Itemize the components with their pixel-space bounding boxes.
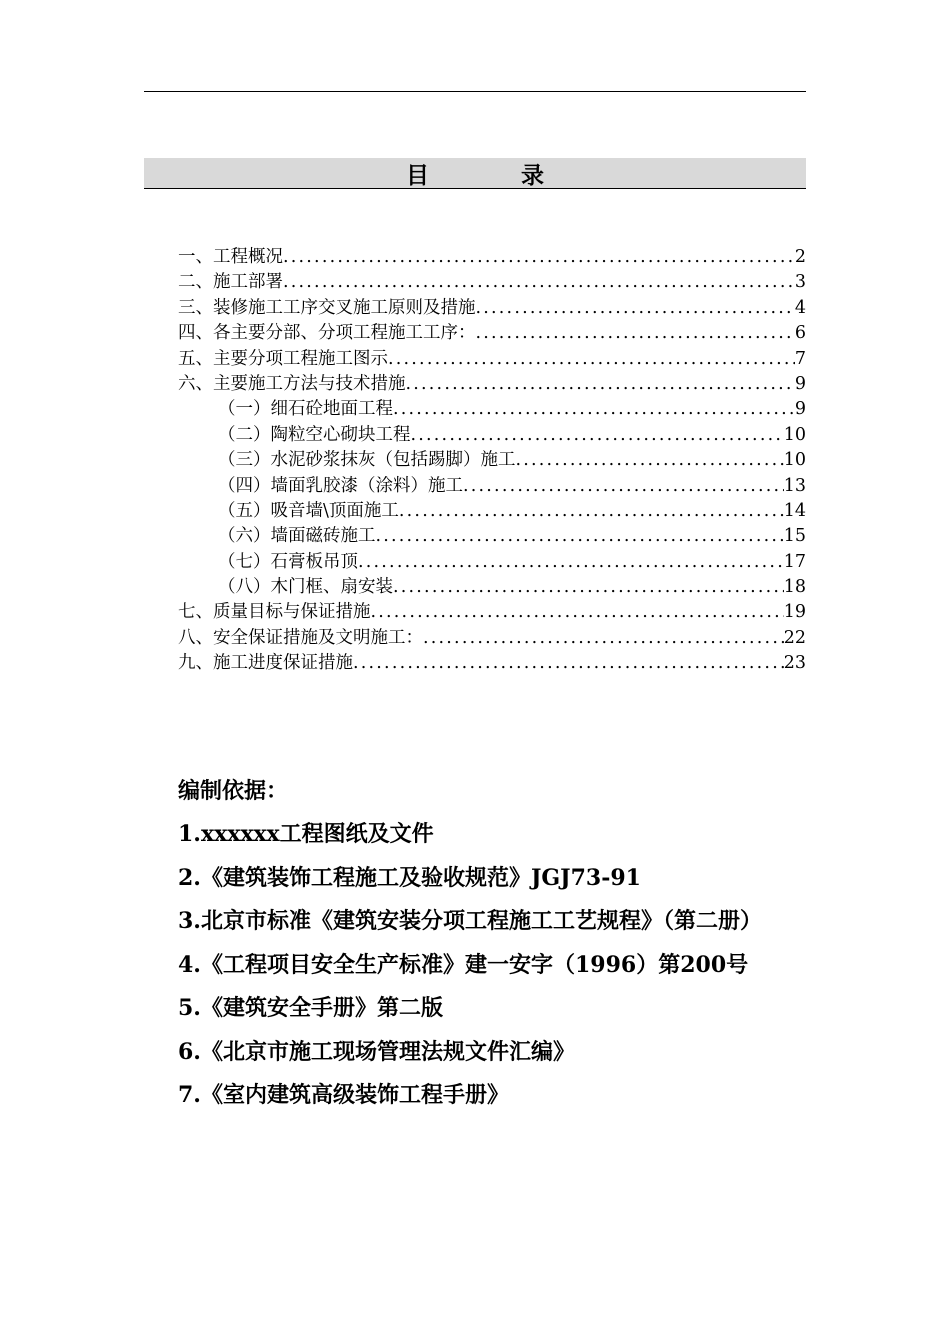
toc-entry-page: 18 [783, 577, 806, 598]
toc-entry-page: 10 [783, 450, 806, 471]
header-rule [144, 91, 806, 92]
basis-heading: 编制依据： [178, 778, 289, 804]
toc-leader-dots [283, 245, 795, 270]
toc-subentry[interactable] [178, 550, 806, 575]
basis-item: 6.《北京市施工现场管理法规文件汇编》 [178, 1038, 575, 1065]
toc-leader-dots [283, 270, 795, 295]
toc-entry-text: 七、质量目标与保证措施 [178, 602, 371, 623]
toc-entry-page: 9 [794, 373, 806, 394]
toc-leader-dots [399, 499, 784, 524]
toc-leader-dots [393, 575, 784, 600]
toc-entry-text: （一）细石砼地面工程 [218, 399, 393, 420]
toc-leader-dots [371, 600, 784, 625]
toc-entry-text: 一、工程概况 [178, 247, 283, 267]
toc-leader-dots [423, 626, 784, 651]
toc-leader-dots [476, 296, 795, 321]
toc-entry-page: 22 [783, 627, 806, 648]
toc-leader-dots [476, 321, 795, 346]
basis-item: 7.《室内建筑高级装饰工程手册》 [178, 1082, 509, 1108]
basis-item: 3.北京市标准《建筑安装分项工程施工工艺规程》（第二册） [178, 908, 762, 934]
toc-entry-text: （八）木门框、扇安装 [218, 577, 393, 598]
toc-entry-page: 14 [783, 500, 806, 521]
toc-subentry[interactable] [178, 423, 806, 448]
toc-leader-dots [516, 448, 784, 473]
toc-entry[interactable] [178, 270, 806, 295]
toc-entry-text: （六）墙面磁砖施工 [218, 526, 376, 547]
toc-entry-page: 10 [783, 424, 806, 445]
toc-entry[interactable] [178, 321, 806, 346]
toc-leader-dots [406, 372, 795, 397]
toc-leader-dots [353, 651, 784, 676]
basis-item: 4.《工程项目安全生产标准》建一安字（1996）第200号 [178, 951, 749, 978]
toc-subentry[interactable] [178, 397, 806, 422]
toc-entry-text: 八、安全保证措施及文明施工： [178, 627, 423, 648]
toc-leader-dots [358, 550, 784, 575]
toc-leader-dots [393, 397, 795, 422]
toc-entry-text: （三）水泥砂浆抹灰（包括踢脚）施工 [218, 450, 516, 471]
compilation-basis-section [144, 770, 806, 1118]
toc-subentry[interactable] [178, 474, 806, 499]
toc-entry-page: 7 [794, 348, 806, 369]
toc-entry-text: 六、主要施工方法与技术措施 [178, 373, 406, 394]
toc-subentry[interactable] [178, 499, 806, 524]
toc-title-right: 录 [521, 162, 544, 189]
toc-entry-text: 三、装修施工工序交叉施工原则及措施 [178, 297, 476, 318]
toc-entry-text: （四）墙面乳胶漆（涂料）施工 [218, 475, 463, 496]
toc-entry-page: 13 [783, 475, 806, 496]
basis-item: 1.xxxxxx工程图纸及文件 [178, 821, 434, 847]
basis-item: 2.《建筑装饰工程施工及验收规范》JGJ73-91 [178, 864, 641, 891]
table-of-contents [178, 245, 806, 677]
toc-entry-text: 五、主要分项工程施工图示 [178, 348, 388, 369]
toc-entry-page: 9 [794, 399, 806, 420]
toc-entry-page: 3 [794, 272, 806, 293]
basis-item: 5.《建筑安全手册》第二版 [178, 995, 443, 1021]
toc-entry-page: 4 [794, 297, 806, 318]
toc-leader-dots [411, 423, 784, 448]
toc-leader-dots [463, 474, 784, 499]
toc-entry-page: 23 [783, 653, 806, 674]
toc-subentry[interactable] [178, 524, 806, 549]
toc-entry[interactable] [178, 296, 806, 321]
toc-entry-text: （七）石膏板吊顶 [218, 551, 358, 572]
toc-entry-page: 19 [783, 602, 806, 623]
toc-entry-page: 15 [783, 526, 806, 547]
toc-leader-dots [376, 524, 784, 549]
toc-leader-dots [388, 347, 795, 372]
toc-entry-text: 四、各主要分部、分项工程施工工序： [178, 323, 476, 344]
toc-entry[interactable] [178, 600, 806, 625]
toc-entry-page: 17 [783, 551, 806, 572]
toc-entry-text: 九、施工进度保证措施 [178, 653, 353, 674]
toc-entry-page: 6 [794, 323, 806, 344]
toc-entry[interactable] [178, 626, 806, 651]
toc-entry[interactable] [178, 245, 806, 270]
toc-entry-text: （二）陶粒空心砌块工程 [218, 424, 411, 445]
toc-subentry[interactable] [178, 448, 806, 473]
toc-entry-text: （五）吸音墙\顶面施工 [218, 500, 399, 521]
toc-entry[interactable] [178, 651, 806, 676]
toc-entry-page: 2 [794, 247, 806, 267]
toc-entry[interactable] [178, 372, 806, 397]
toc-entry-text: 二、施工部署 [178, 272, 283, 293]
toc-entry[interactable] [178, 347, 806, 372]
toc-subentry[interactable] [178, 575, 806, 600]
toc-title [144, 158, 806, 189]
toc-title-left: 目 [406, 162, 429, 189]
